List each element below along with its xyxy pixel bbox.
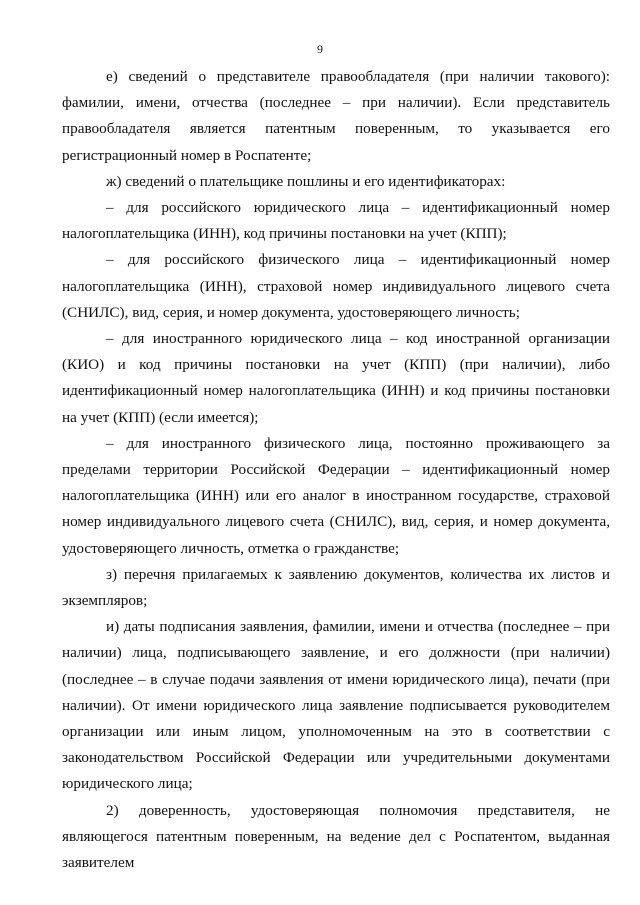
paragraph-russian-individual: – для российского физического лица – идентификационный номер налогоплательщика (ИНН), страховой номер индивидуального лицевого счета (СНИЛС), вид, серия, и номер документа, удостоверяющего личность; — [62, 251, 610, 321]
paragraph-russian-legal-entity: – для российского юридического лица – идентификационный номер налогоплательщика (ИНН), код причины постановки на учет (КПП); — [62, 199, 610, 243]
paragraph-zh-payer: ж) сведений о плательщике пошлины и его идентификаторах: — [106, 172, 506, 190]
paragraph-i-signature: и) даты подписания заявления, фамилии, имени и отчества (последнее – при наличии) лица, подписывающего заявление, и его должности (при наличии) (последнее – в случае подачи заявления от имени юридического лица), печати (при наличии). От имени юридического лица заявление подписывается руководителем организации или иным лицом, уполномоченным на это в соответствии с законодательством Российской Федерации или учредительными документами юридического лица; — [62, 618, 610, 793]
paragraph-z-attachments: з) перечня прилагаемых к заявлению документов, количества их листов и экземпляров; — [62, 565, 610, 610]
paragraph-foreign-legal-entity: – для иностранного юридического лица – код иностранной организации (КИО) и код причины постановки на учет (КПП) (при наличии), либо идентификационный номер налогоплательщика (ИНН) и код причины постановки на учет (КПП) (если имеется); — [62, 330, 610, 426]
paragraph-foreign-individual: – для иностранного физического лица, постоянно проживающего за пределами территории Российской Федерации – идентификационный номер налогоплательщика (ИНН) или его аналог в иностранном государстве, страховой номер индивидуального лицевого счета (СНИЛС), вид, серия, и номер документа, удостоверяющего личность, отметка о гражданстве; — [62, 434, 610, 557]
paragraph-e-representative: е) сведений о представителе правообладателя (при наличии такового): фамилии, имени, отчества (последнее – при наличии). Если представитель правообладателя является патентным поверенным, то указывается его регистрационный номер в Роспатенте; — [62, 68, 610, 164]
page-number: 9 — [317, 42, 323, 56]
document-body — [62, 64, 610, 876]
paragraph-2-power-of-attorney: 2) доверенность, удостоверяющая полномочия представителя, не являющегося патентным поверенным, на ведение дел с Роспатентом, выданная заявителем — [62, 801, 610, 872]
